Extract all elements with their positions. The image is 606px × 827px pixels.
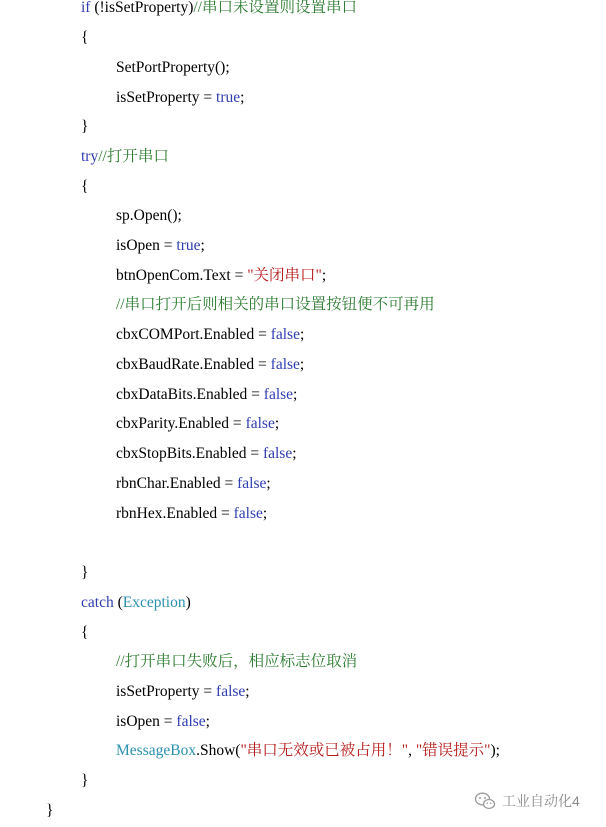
code-line xyxy=(116,413,279,435)
watermark-text: 工业自动化4 xyxy=(502,793,580,809)
code-token: //打开串口失败后，相应标志位取消 xyxy=(116,653,358,670)
code-token: //串口未设置则设置串口 xyxy=(193,0,357,16)
code-token: try xyxy=(81,148,99,165)
code-token: sp.Open(); xyxy=(116,207,182,224)
code-token: "串口无效或已被占用！" xyxy=(240,742,409,759)
code-token: { xyxy=(81,624,89,641)
code-token: btnOpenCom.Text = xyxy=(116,267,248,284)
code-token: ; xyxy=(240,89,245,106)
code-line xyxy=(116,354,304,376)
code-token: "错误提示" xyxy=(415,742,491,759)
wechat-icon xyxy=(474,791,496,811)
code-token: } xyxy=(81,564,89,581)
code-token: false xyxy=(263,386,294,403)
code-token: false xyxy=(270,356,300,373)
code-line xyxy=(116,740,500,762)
code-token: ( xyxy=(113,594,123,611)
code-line xyxy=(81,146,169,168)
code-token: if xyxy=(81,0,91,16)
code-line xyxy=(116,205,182,227)
code-token: catch xyxy=(81,594,114,611)
code-token: rbnHex.Enabled = xyxy=(116,505,234,522)
code-token: (!isSetProperty) xyxy=(90,0,194,16)
code-token: cbxDataBits.Enabled = xyxy=(116,386,264,403)
code-token: ; xyxy=(266,475,271,492)
code-line xyxy=(116,651,357,673)
code-token: //串口打开后则相关的串口设置按钮便不可再用 xyxy=(116,296,435,313)
code-token: } xyxy=(81,772,89,789)
code-line xyxy=(81,770,88,792)
code-token: true xyxy=(176,237,201,254)
code-token: SetPortProperty(); xyxy=(116,59,230,76)
code-token: ; xyxy=(299,326,305,343)
code-token: } xyxy=(46,802,54,819)
code-token: , xyxy=(408,742,416,759)
code-line xyxy=(116,57,230,79)
watermark xyxy=(474,790,580,812)
code-token: rbnChar.Enabled = xyxy=(116,475,238,492)
code-token: false xyxy=(262,445,293,462)
code-line xyxy=(116,235,205,257)
code-token: false xyxy=(233,505,263,522)
code-token: ; xyxy=(274,415,280,432)
code-token: isOpen = xyxy=(116,713,177,730)
code-token: ; xyxy=(292,445,297,462)
code-line xyxy=(116,384,297,406)
code-token: ) xyxy=(185,594,191,611)
code-token: cbxStopBits.Enabled = xyxy=(116,445,263,462)
code-line xyxy=(81,0,357,19)
code-token: { xyxy=(81,178,89,195)
code-line xyxy=(116,681,250,703)
code-line xyxy=(116,294,435,316)
code-line xyxy=(116,473,271,495)
code-line xyxy=(81,116,88,138)
code-token: MessageBox xyxy=(116,742,197,759)
code-token: ; xyxy=(205,713,210,730)
code-token: ); xyxy=(490,742,500,759)
code-token: //打开串口 xyxy=(98,148,169,165)
code-line xyxy=(81,27,88,49)
code-token: false xyxy=(245,415,275,432)
code-line xyxy=(81,176,88,198)
code-line xyxy=(81,622,88,644)
code-token: ; xyxy=(321,267,327,284)
code-line xyxy=(116,265,326,287)
code-token: ; xyxy=(200,237,205,254)
code-token: isSetProperty = xyxy=(116,683,217,700)
code-token: isSetProperty = xyxy=(116,89,217,106)
code-token: isOpen = xyxy=(116,237,177,254)
code-token: false xyxy=(270,326,300,343)
code-token: ; xyxy=(293,386,298,403)
code-token: cbxBaudRate.Enabled = xyxy=(116,356,271,373)
code-token: ; xyxy=(262,505,268,522)
code-line xyxy=(81,592,191,614)
code-line xyxy=(116,87,244,109)
code-token: ; xyxy=(299,356,305,373)
code-token: false xyxy=(176,713,206,730)
code-line xyxy=(116,711,210,733)
code-token: false xyxy=(216,683,246,700)
code-line xyxy=(116,443,297,465)
code-token: true xyxy=(216,89,241,106)
code-token: "关闭串口" xyxy=(247,267,322,284)
code-token: cbxParity.Enabled = xyxy=(116,415,246,432)
code-token: } xyxy=(81,118,89,135)
code-token: cbxCOMPort.Enabled = xyxy=(116,326,271,343)
code-line xyxy=(46,800,53,822)
code-line xyxy=(81,562,88,584)
code-line xyxy=(116,324,304,346)
code-token: .Show( xyxy=(196,742,241,759)
code-token: ; xyxy=(245,683,250,700)
code-token: Exception xyxy=(122,594,186,611)
code-token: { xyxy=(81,29,89,46)
code-line xyxy=(116,503,267,525)
code-token: false xyxy=(237,475,267,492)
